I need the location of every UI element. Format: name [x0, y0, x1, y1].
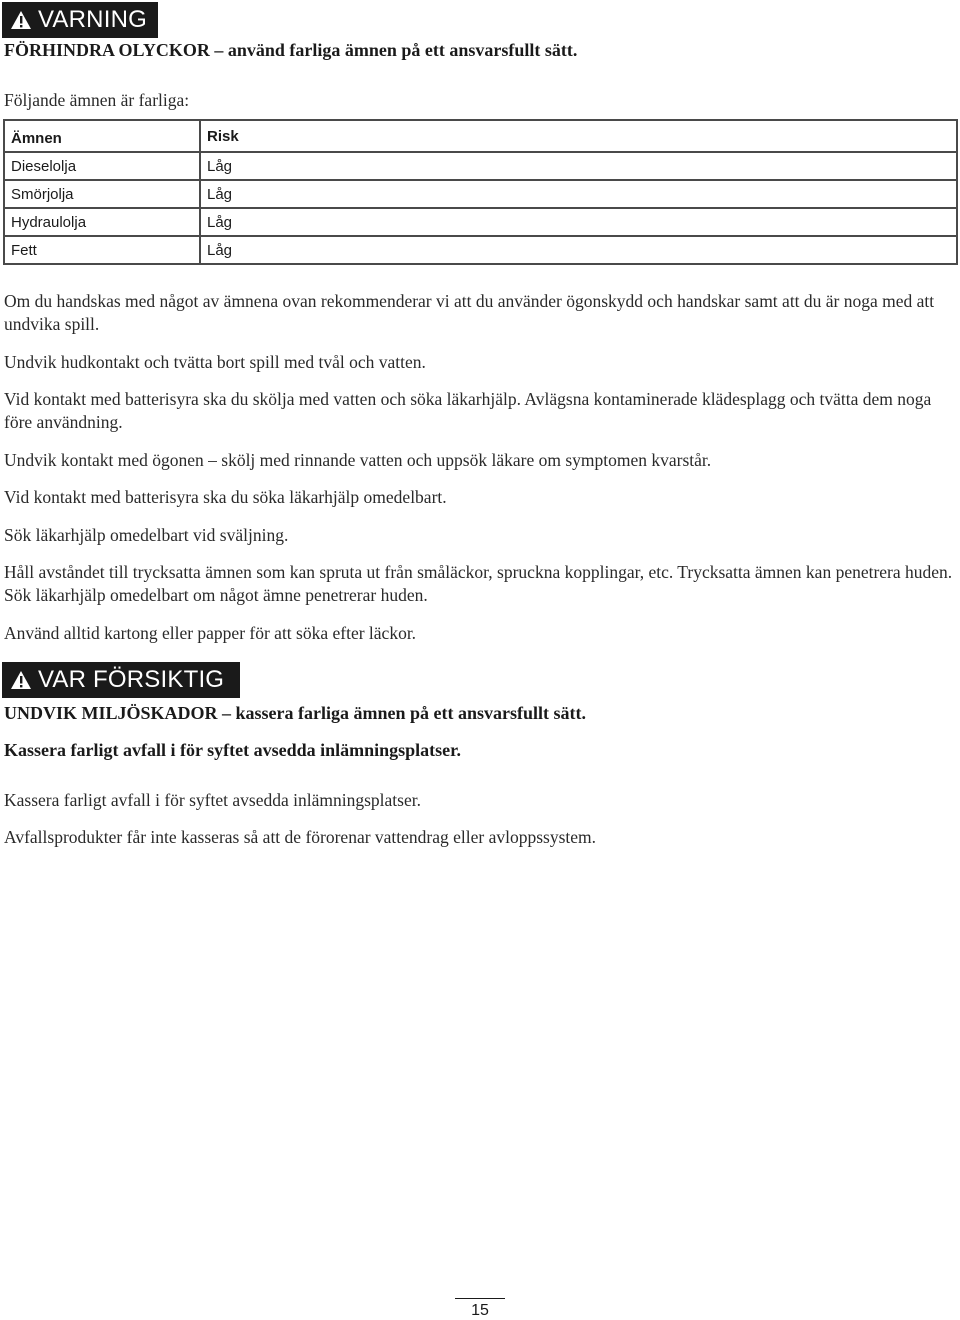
hazard-table — [3, 119, 958, 265]
table-row — [4, 208, 957, 236]
paragraph-pressurized: Håll avståndet till trycksatta ämnen som kan spruta ut från småläckor, spruckna kopplingar, etc. Trycksatta ämnen kan penetrera huden. Sök läkarhjälp omedelbart om något ämne penetrerar huden. — [4, 562, 953, 605]
warning-triangle-icon — [10, 10, 32, 30]
substance-cell: Dieselolja — [4, 152, 200, 180]
risk-cell: Låg — [200, 180, 957, 208]
risk-cell: Låg — [200, 236, 957, 264]
caution-heading: UNDVIK MILJÖSKADOR – kassera farliga ämnen på ett ansvarsfullt sätt. — [4, 703, 586, 723]
caution-subheading: Kassera farligt avfall i för syftet avsedda inlämningsplatser. — [4, 740, 461, 760]
risk-cell: Låg — [200, 152, 957, 180]
paragraph-waste-products: Avfallsprodukter får inte kasseras så att de förorenar vattendrag eller avloppssystem. — [4, 827, 597, 847]
page-number: 15 — [471, 1302, 489, 1319]
substance-cell: Fett — [4, 236, 200, 264]
warning-triangle-icon — [10, 670, 32, 690]
table-row — [4, 236, 957, 264]
paragraph-leak-check: Använd alltid kartong eller papper för att söka efter läckor. — [4, 623, 417, 643]
column-header-risk: Risk — [200, 120, 957, 152]
paragraph-eye-contact: Undvik kontakt med ögonen – skölj med rinnande vatten och uppsök läkare om symptomen kvarstår. — [4, 450, 712, 470]
caution-badge-label: VAR FÖRSIKTIG — [38, 666, 225, 693]
substance-cell: Hydraulolja — [4, 208, 200, 236]
warning-badge-label: VARNING — [38, 6, 147, 33]
paragraph-disposal: Kassera farligt avfall i för syftet avsedda inlämningsplatser. — [4, 790, 421, 810]
paragraph-battery-acid: Vid kontakt med batterisyra ska du skölja med vatten och söka läkarhjälp. Avlägsna kontaminerade klädesplagg och tvätta dem noga före användning. — [4, 389, 932, 432]
hazard-intro: Följande ämnen är farliga: — [4, 90, 190, 110]
page-number-rule — [455, 1298, 505, 1299]
paragraph-protection: Om du handskas med något av ämnena ovan rekommenderar vi att du använder ögonskydd och handskar samt att du är noga med att undvika spill. — [4, 291, 935, 334]
warning-heading: FÖRHINDRA OLYCKOR – använd farliga ämnen på ett ansvarsfullt sätt. — [4, 40, 578, 60]
substance-cell: Smörjolja — [4, 180, 200, 208]
column-header-substances: Ämnen — [4, 120, 200, 152]
caution-badge — [2, 662, 240, 698]
table-row — [4, 152, 957, 180]
table-header-row — [4, 120, 957, 152]
paragraph-battery-acid-medical: Vid kontakt med batterisyra ska du söka läkarhjälp omedelbart. — [4, 487, 447, 507]
paragraph-skin-contact: Undvik hudkontakt och tvätta bort spill med tvål och vatten. — [4, 352, 426, 372]
risk-cell: Låg — [200, 208, 957, 236]
table-row — [4, 180, 957, 208]
paragraph-swallowing: Sök läkarhjälp omedelbart vid sväljning. — [4, 525, 289, 545]
warning-badge — [2, 2, 158, 38]
